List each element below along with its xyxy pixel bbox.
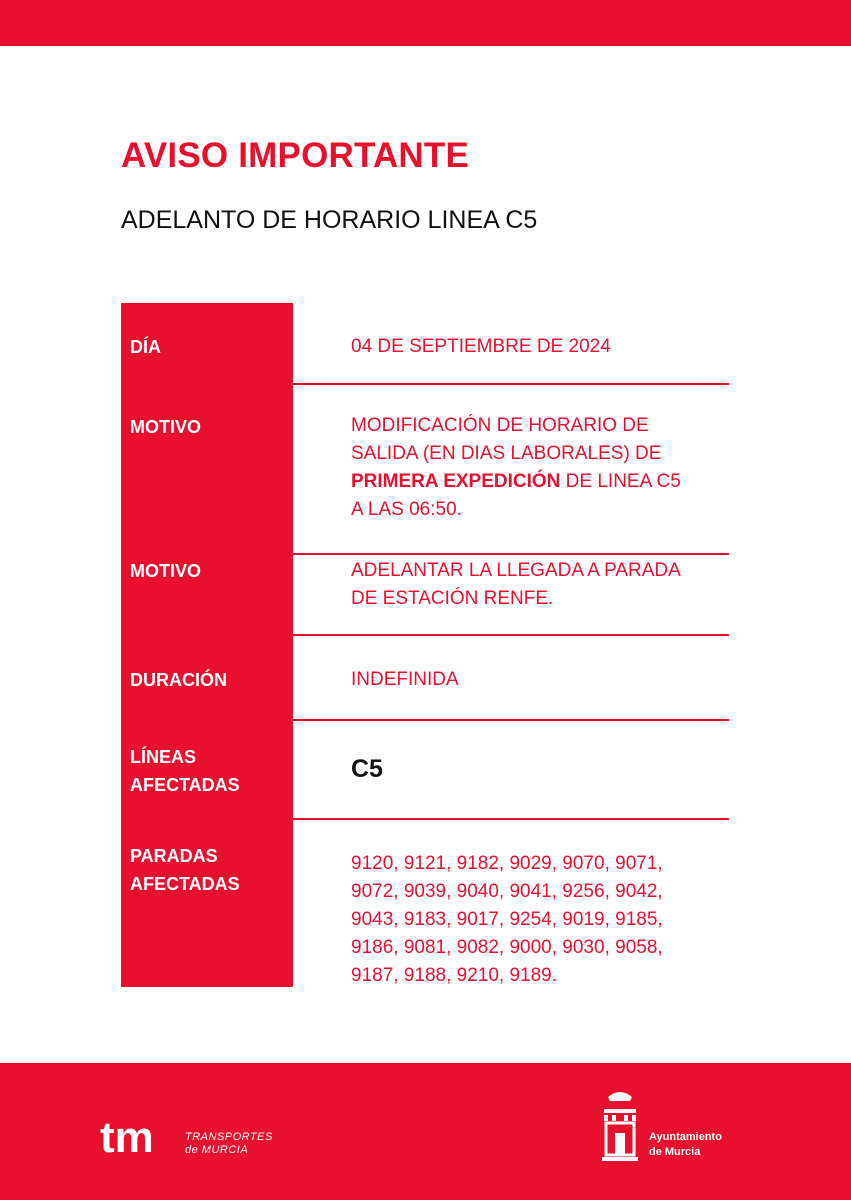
row-duracion [121,636,729,721]
row-lineas [121,721,729,820]
info-table [121,303,729,987]
stops-line: 9072, 9039, 9040, 9041, 9256, 9042, [351,881,663,902]
top-red-bar [0,0,851,46]
notice-subtitle: ADELANTO DE HORARIO LINEA C5 [121,206,538,234]
ayuntamiento-text: Ayuntamiento de Murcia [649,1131,722,1158]
value-paradas [293,820,729,987]
stops-line: 9043, 9183, 9017, 9254, 9019, 9185, [351,909,663,930]
label-paradas: PARADAS AFECTADAS [121,820,293,987]
label-motivo-2: MOTIVO [121,555,293,634]
stops-line: 9187, 9188, 9210, 9189. [351,965,558,986]
value-duracion: INDEFINIDA [351,669,459,690]
label-duracion: DURACIÓN [121,636,293,719]
affected-line-code: C5 [351,755,383,783]
row-motivo-2 [121,555,729,636]
label-motivo-1: MOTIVO [121,385,293,553]
row-paradas [121,820,729,987]
highlight-primera-expedicion: PRIMERA EXPEDICIÓN [351,471,561,492]
transportes-de-murcia-logo [100,1118,180,1160]
value-lineas [293,721,729,818]
value-motivo-2: ADELANTAR LA LLEGADA A PARADA DE ESTACIÓN RENFE. [351,560,681,609]
transportes-de-murcia-text: TRANSPORTES de MURCIA [185,1131,273,1156]
label-dia: DÍA [121,303,293,383]
notice-title: AVISO IMPORTANTE [121,136,470,175]
value-dia: 04 DE SEPTIEMBRE DE 2024 [351,336,611,357]
stops-line: 9186, 9081, 9082, 9000, 9030, 9058, [351,937,663,958]
ayuntamiento-crest-icon [600,1087,640,1167]
label-lineas: LÍNEAS AFECTADAS [121,721,293,818]
stops-line: 9120, 9121, 9182, 9029, 9070, 9071, [351,853,663,874]
row-dia [121,303,729,385]
row-motivo-1 [121,385,729,555]
svg-text:tm: tm [100,1118,154,1160]
value-motivo-1: MODIFICACIÓN DE HORARIO DE SALIDA (EN DIAS LABORALES) DE PRIMERA EXPEDICIÓN DE LINEA C5 A LAS 06:50. [351,415,681,520]
